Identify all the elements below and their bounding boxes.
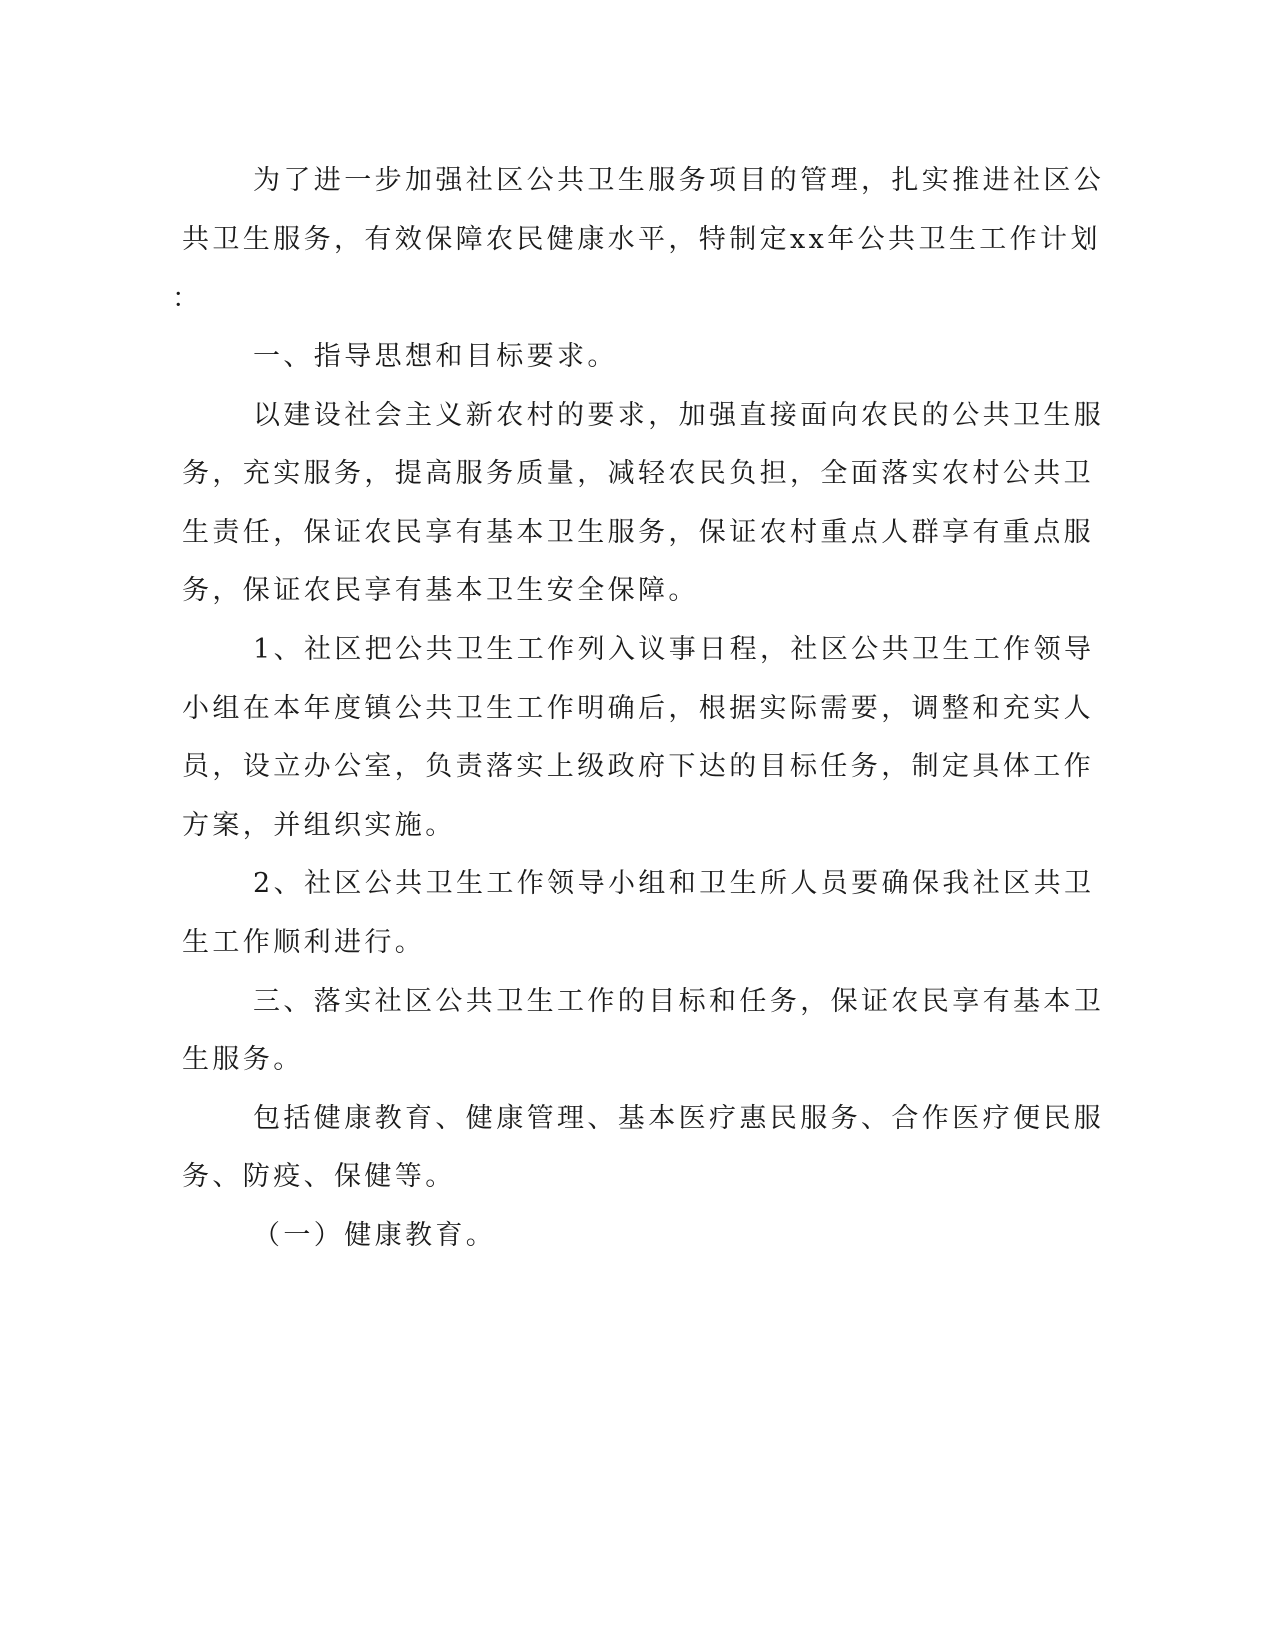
item-1-line-2: 小组在本年度镇公共卫生工作明确后，根据实际需要，调整和充实人 [182,693,1094,724]
paragraph-1-line-3: ： [172,283,203,314]
paragraph-1-line-1: 为了进一步加强社区公共卫生服务项目的管理，扎实推进社区公 [253,165,1105,196]
paragraph-2-line-4: 务，保证农民享有基本卫生安全保障。 [182,575,699,606]
paragraph-3-line-1: 包括健康教育、健康管理、基本医疗惠民服务、合作医疗便民服 [253,1103,1105,1134]
section-heading-3-line-2: 生服务。 [182,1044,304,1075]
paragraph-3-line-2: 务、防疫、保健等。 [182,1161,456,1192]
paragraph-2-line-3: 生责任，保证农民享有基本卫生服务，保证农村重点人群享有重点服 [182,517,1094,548]
paragraph-2-line-1: 以建设社会主义新农村的要求，加强直接面向农民的公共卫生服 [253,400,1105,431]
item-1-line-4: 方案，并组织实施。 [182,810,456,841]
item-2-line-1: 2、社区公共卫生工作领导小组和卫生所人员要确保我社区共卫 [253,868,1095,899]
subsection-heading-1: （一）健康教育。 [253,1220,497,1251]
section-heading-1: 一、指导思想和目标要求。 [253,341,618,372]
paragraph-2-line-2: 务，充实服务，提高服务质量，减轻农民负担，全面落实农村公共卫 [182,458,1094,489]
item-2-line-2: 生工作顺利进行。 [182,927,426,958]
item-1-line-3: 员，设立办公室，负责落实上级政府下达的目标任务，制定具体工作 [182,751,1094,782]
section-heading-3-line-1: 三、落实社区公共卫生工作的目标和任务，保证农民享有基本卫 [253,986,1105,1017]
paragraph-1-line-2: 共卫生服务，有效保障农民健康水平，特制定xx年公共卫生工作计划 [182,224,1101,255]
item-1-line-1: 1、社区把公共卫生工作列入议事日程，社区公共卫生工作领导 [253,634,1095,665]
